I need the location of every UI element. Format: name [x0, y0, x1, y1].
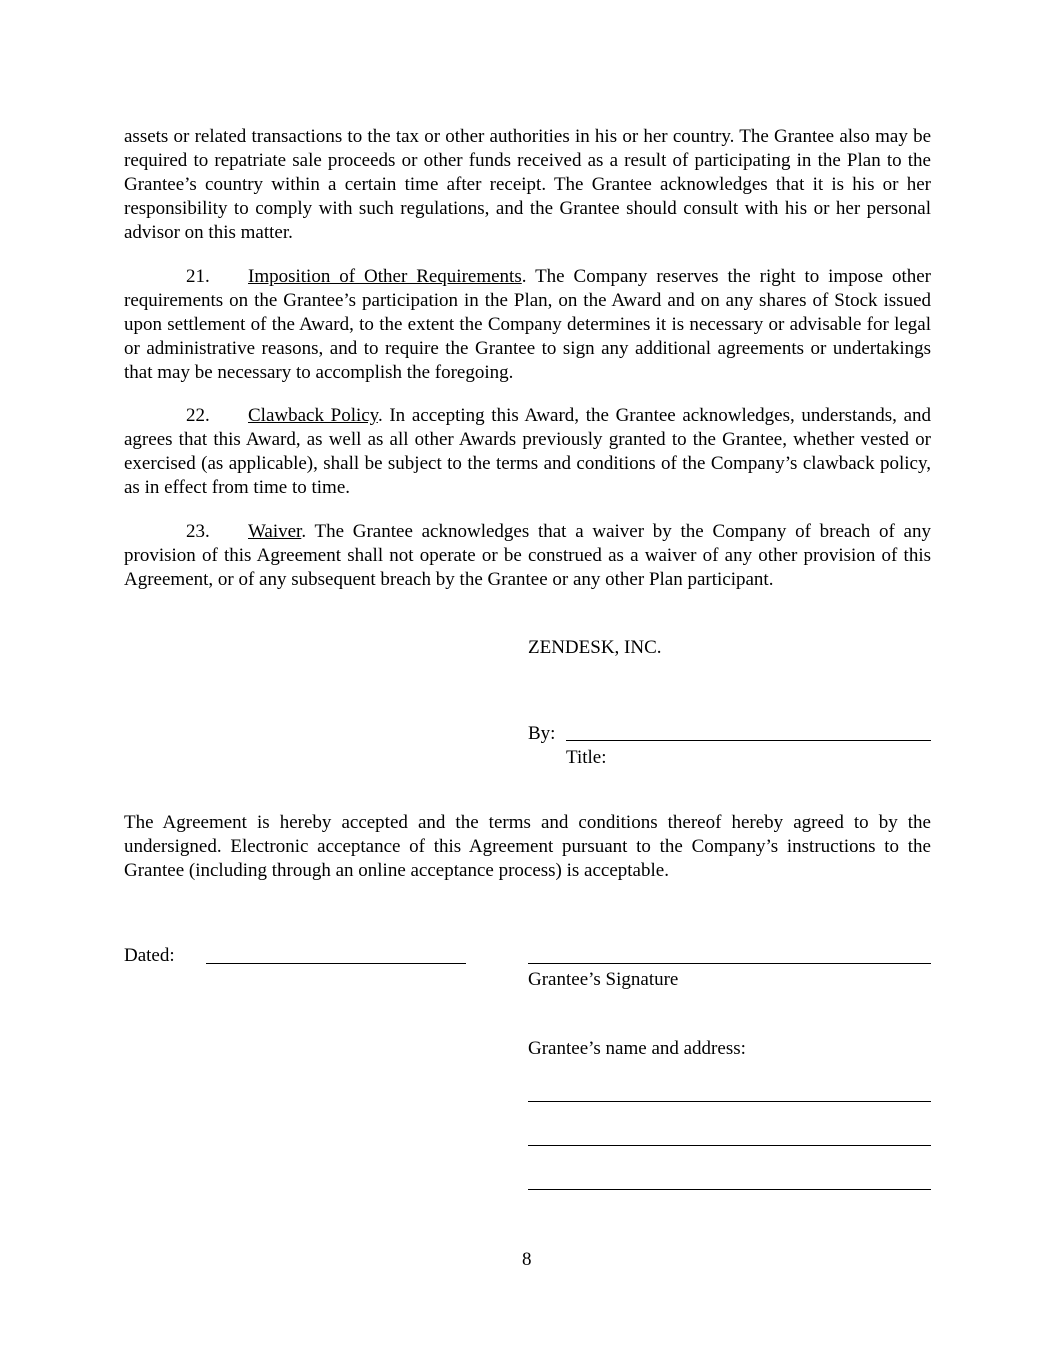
address-line-2[interactable] [528, 1145, 931, 1146]
company-name: ZENDESK, INC. [528, 637, 662, 658]
dated-line[interactable] [206, 963, 466, 964]
section-body: . The Company reserves the right to impose other requirements on the Grantee’s participation in the Plan, on the Award and on any shares of Stock issued upon settlement of the Award, to the extent the Company determines it is necessary or advisable for legal or administrative reasons, and to require the Grantee to sign any additional agreements or undertakings that may be necessary to accomplish the foregoing. [124, 266, 931, 383]
section-number: 23. [186, 521, 210, 542]
section-number: 21. [186, 266, 210, 287]
page-number: 8 [522, 1249, 532, 1270]
section-22 [124, 404, 931, 500]
by-label: By: [528, 723, 556, 744]
section-number: 22. [186, 405, 210, 426]
grantee-signature-label: Grantee’s Signature [528, 969, 679, 990]
grantee-name-address-label: Grantee’s name and address: [528, 1038, 746, 1059]
company-signature-line[interactable] [566, 740, 931, 741]
title-label: Title: [566, 747, 607, 768]
section-21 [124, 265, 931, 385]
address-line-1[interactable] [528, 1101, 931, 1102]
section-heading: Imposition of Other Requirements [248, 266, 522, 287]
opening-paragraph: assets or related transactions to the tax or other authorities in his or her country. The Grantee also may be required to repatriate sale proceeds or other funds received as a result of participating in the Plan to the Grantee’s country within a certain time after receipt. The Grantee acknowledges that it is his or her responsibility to comply with such regulations, and the Grantee should consult with his or her personal advisor on this matter. [124, 126, 931, 243]
section-body: . The Grantee acknowledges that a waiver by the Company of breach of any provision of this Agreement shall not operate or be construed as a waiver of any other provision of this Agreement, or of any subsequent breach by the Grantee or any other Plan participant. [124, 521, 931, 590]
address-line-3[interactable] [528, 1189, 931, 1190]
section-body: . In accepting this Award, the Grantee acknowledges, understands, and agrees that this Award, as well as all other Awards previously granted to the Grantee, whether vested or exercised (as applicable), shall be subject to the terms and conditions of the Company’s clawback policy, as in effect from time to time. [124, 405, 931, 498]
dated-label: Dated: [124, 945, 175, 966]
acceptance-paragraph: The Agreement is hereby accepted and the terms and conditions thereof hereby agreed to by the undersigned. Electronic acceptance of this Agreement pursuant to the Company’s instructions to the Grantee (including through an online acceptance process) is acceptable. [124, 812, 931, 881]
grantee-signature-line[interactable] [528, 963, 931, 964]
section-heading: Clawback Policy [248, 405, 378, 426]
section-heading: Waiver [248, 521, 302, 542]
section-23 [124, 520, 931, 592]
